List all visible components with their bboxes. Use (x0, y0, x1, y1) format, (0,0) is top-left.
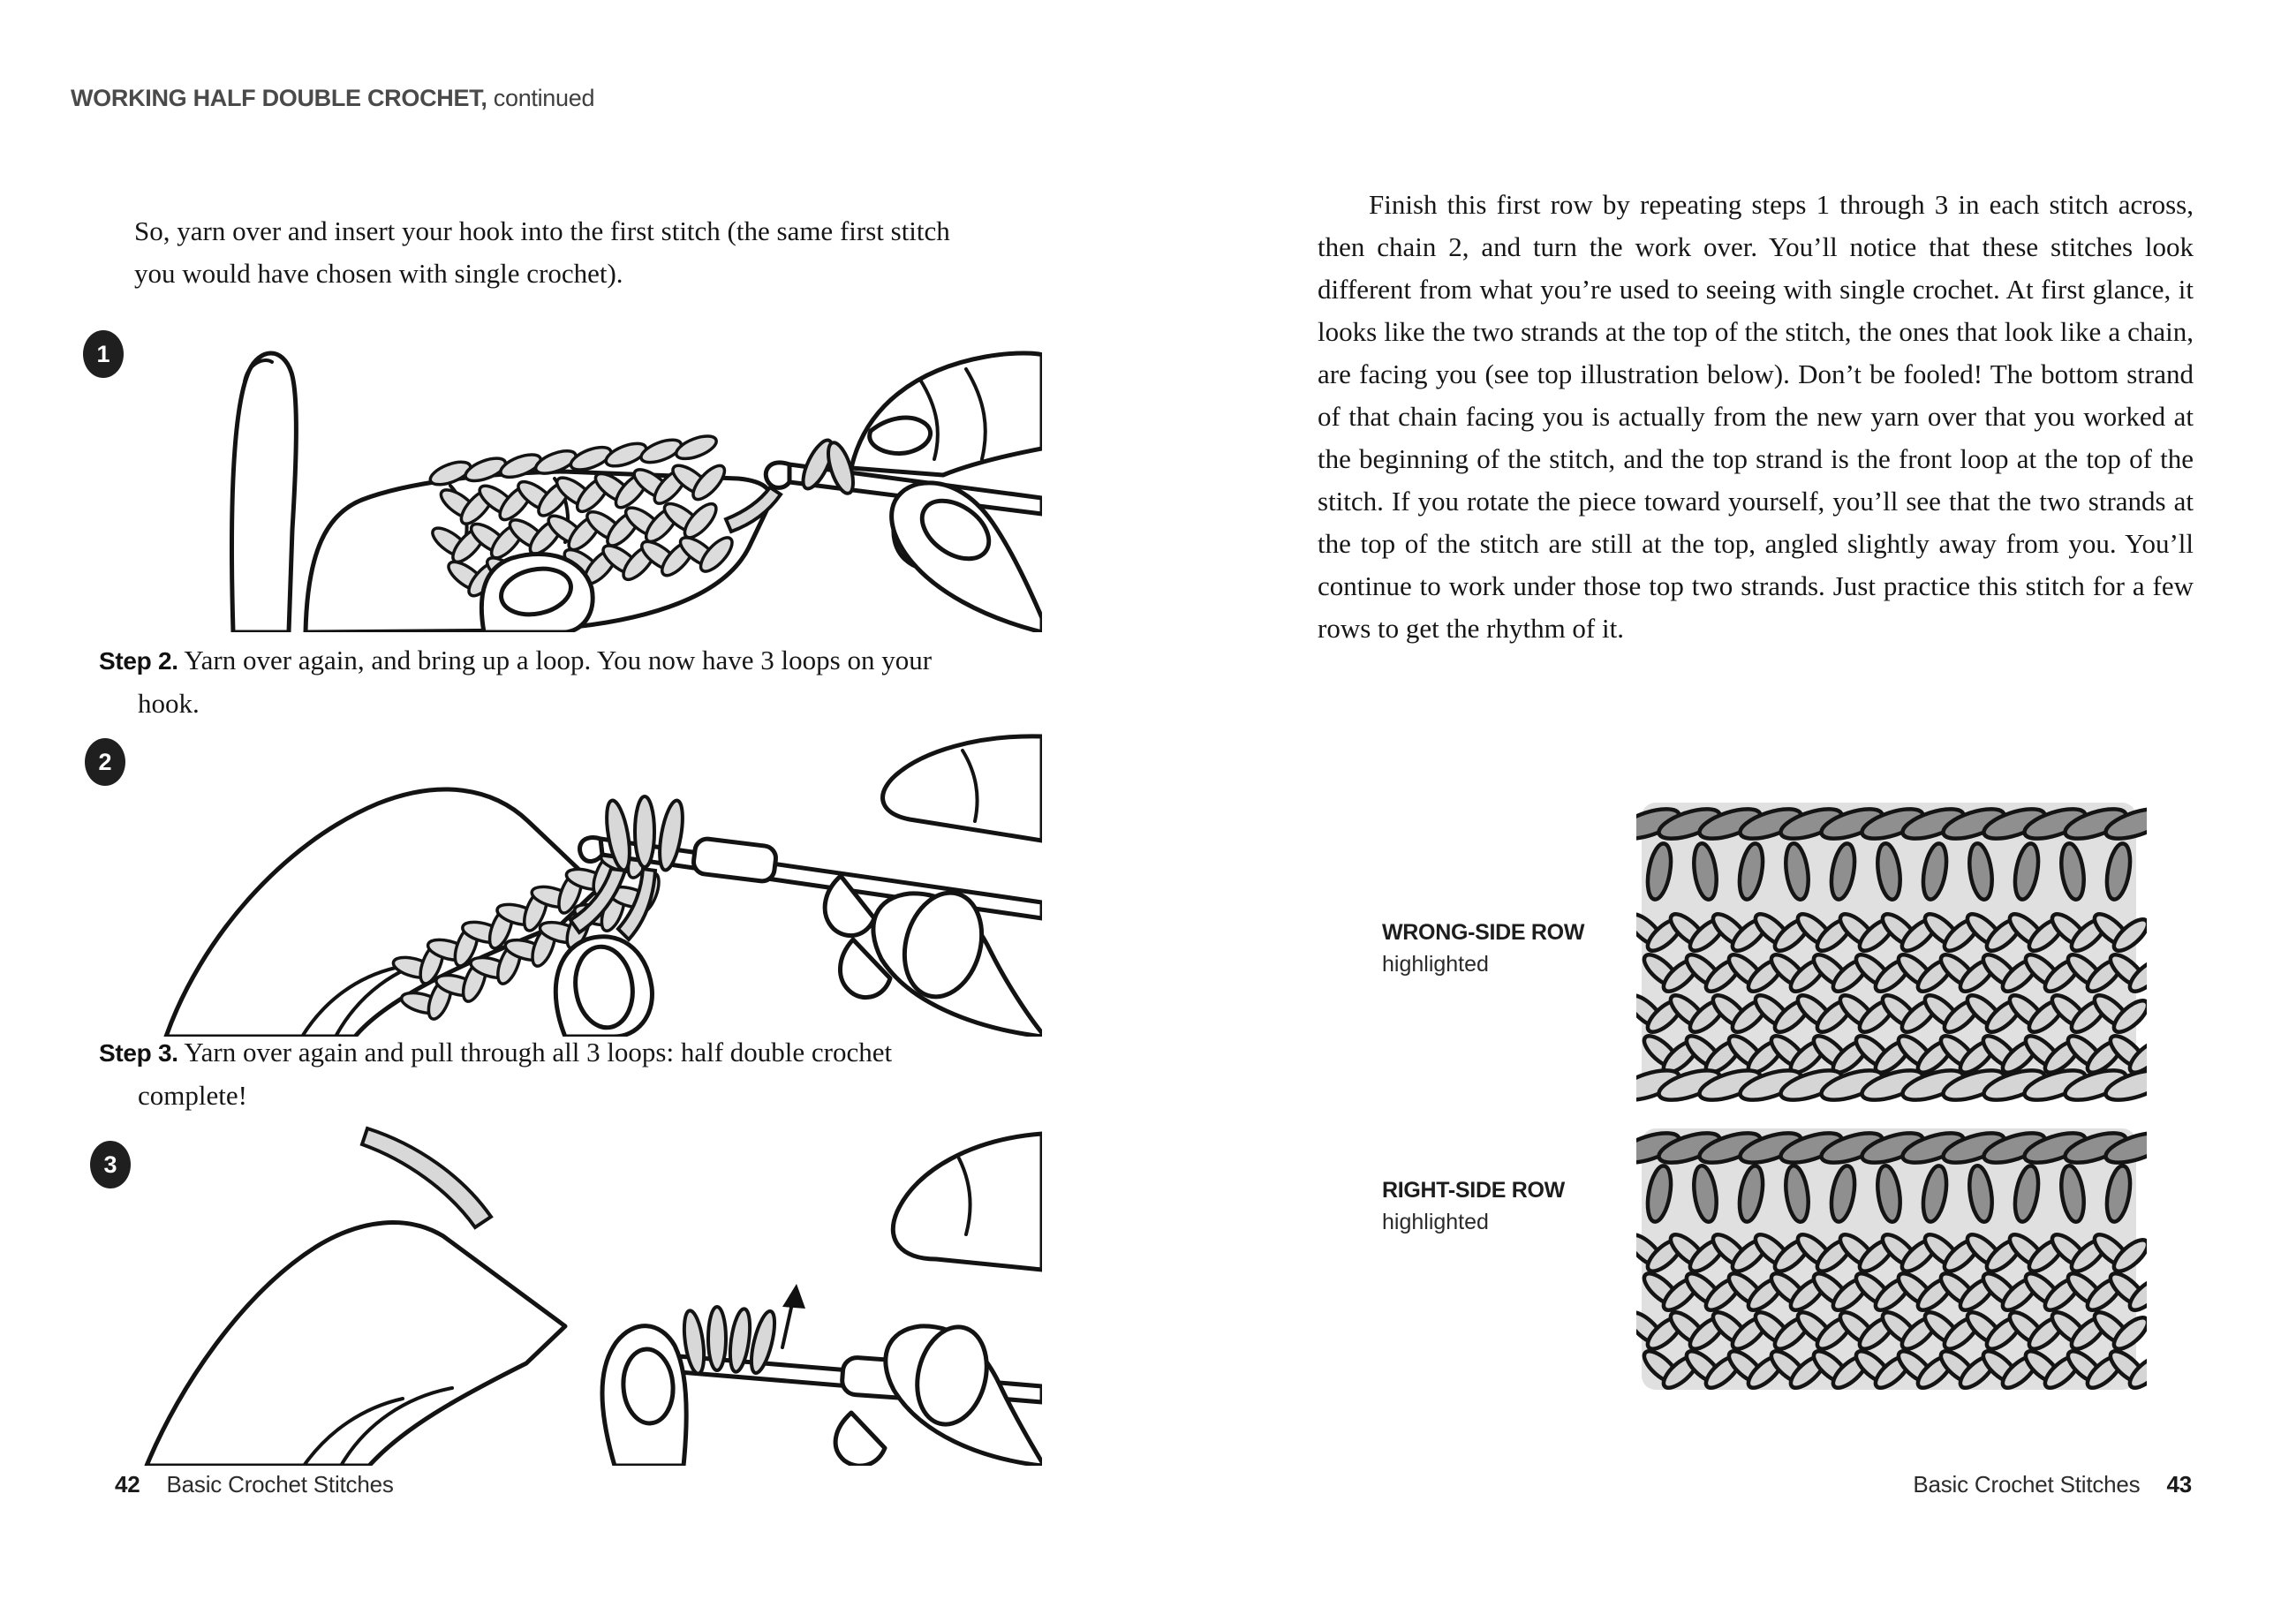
wrong-side-label-sub: highlighted (1382, 952, 1489, 977)
left-page-number: 42 (115, 1471, 140, 1498)
step-2-illustration (71, 728, 1042, 1037)
step-2-label: Step 2. (99, 647, 178, 675)
step-3-illustration (71, 1120, 1042, 1466)
right-side-label (1382, 1174, 1647, 1238)
step-2-text: Yarn over again, and bring up a loop. You now have 3 loops on your hook. (138, 645, 933, 719)
step-3-text: Yarn over again and pull through all 3 loops: half double crochet complete! (138, 1037, 893, 1111)
section-header-suffix: continued (487, 85, 595, 111)
left-page-footer (115, 1471, 394, 1498)
step-3-badge: 3 (90, 1141, 131, 1188)
step-3-paragraph (99, 1031, 933, 1117)
right-side-label-sub: highlighted (1382, 1210, 1489, 1234)
step-1-badge: 1 (83, 330, 124, 378)
right-page-footer (1913, 1471, 2192, 1498)
right-page-number: 43 (2166, 1471, 2192, 1498)
step-2-paragraph (99, 639, 933, 725)
section-header-title: WORKING HALF DOUBLE CROCHET, (71, 85, 487, 111)
step-2-badge: 2 (85, 738, 125, 786)
step-1-figure (71, 325, 1042, 632)
step-3-figure (71, 1120, 1042, 1466)
step-1-illustration (71, 325, 1042, 632)
step-3-label: Step 3. (99, 1039, 178, 1067)
wrong-side-label (1382, 917, 1647, 980)
right-side-figure (1636, 1118, 2147, 1403)
left-footer-section: Basic Crochet Stitches (166, 1471, 394, 1498)
main-paragraph: Finish this first row by repeating steps 1 through 3 in each stitch across, then chain 2, and turn the work over. You’ll notice that these stitches look different from what you’re used to seeing with single crochet. At first glance, it looks like the two strands at the top of the stitch, the ones that look like a chain, are facing you (see top illustration below). Don’t be fooled! The bottom strand of that chain facing you is actually from the new yarn over that you worked at the beginning of the stitch, and the top strand is the front loop at the top of the stitch. If you rotate the piece toward yourself, you’ll see that the two strands at the top of the stitch are still at the top, angled slightly away from you. You’ll continue to work under those top two strands. Just practice this stitch for a few rows to get the rhythm of it. (1318, 189, 2194, 644)
intro-paragraph: So, yarn over and insert your hook into the first stitch (the same first stitch you would have chosen with single crochet). (134, 215, 950, 289)
step-2-figure (71, 728, 1042, 1037)
wrong-side-figure (1636, 788, 2147, 1113)
section-header (71, 85, 594, 112)
wrong-side-swatch-illustration (1636, 788, 2147, 1108)
right-footer-section: Basic Crochet Stitches (1913, 1471, 2141, 1498)
right-side-label-title: RIGHT-SIDE ROW (1382, 1178, 1565, 1203)
wrong-side-label-title: WRONG-SIDE ROW (1382, 920, 1585, 945)
right-side-swatch-illustration (1636, 1118, 2147, 1399)
right-page (1148, 0, 2296, 1607)
